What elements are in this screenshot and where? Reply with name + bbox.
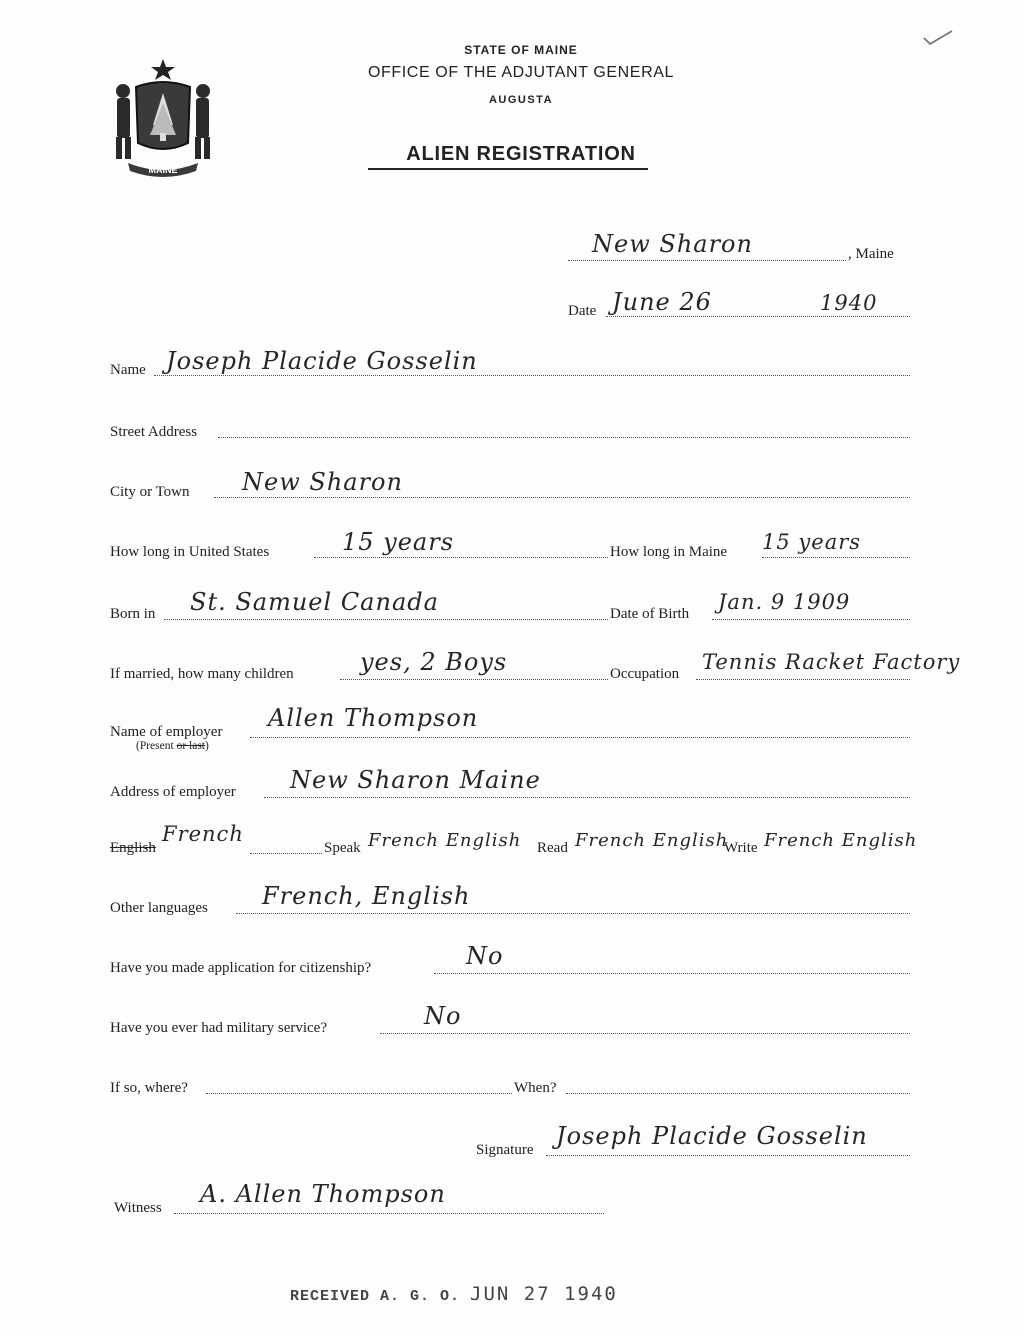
married-children-label: If married, how many children [110, 666, 294, 682]
witness-label: Witness [114, 1200, 162, 1216]
date-of-birth-line [712, 619, 910, 620]
street-address-label: Street Address [110, 424, 198, 440]
years-us-line [314, 557, 608, 558]
name-label: Name [110, 362, 146, 378]
english-label: English [110, 840, 156, 856]
years-maine-line [762, 557, 910, 558]
signature-label: Signature [476, 1142, 534, 1158]
form-title: ALIEN REGISTRATION [406, 143, 636, 165]
received-stamp [290, 1283, 618, 1305]
married-children-line [340, 679, 608, 680]
employer-sublabel-present: (Present [136, 740, 174, 752]
witness-entry: A. Allen Thompson [200, 1180, 446, 1208]
other-languages-entry: French, English [262, 882, 471, 910]
speak-entry: French English [368, 830, 522, 851]
date-entry-year: 1940 [820, 291, 878, 315]
signature-entry: Joseph Placide Gosselin [556, 1122, 868, 1150]
born-in-line [164, 619, 608, 620]
street-address-line [218, 437, 910, 438]
city-town-entry: New Sharon [242, 468, 403, 496]
city-heading: AUGUSTA [488, 94, 554, 106]
employer-sublabel-close: ) [205, 740, 209, 752]
date-of-birth-entry: Jan. 9 1909 [718, 590, 851, 614]
seal-banner-text: MAINE [148, 165, 178, 175]
years-maine-entry: 15 years [762, 530, 862, 554]
language-replacement-entry: French [162, 822, 244, 846]
date-label: Date [568, 303, 597, 319]
signature-line [546, 1155, 910, 1156]
date-line [606, 316, 910, 317]
when-line [566, 1093, 910, 1094]
employer-sublabel [136, 740, 209, 752]
city-town-line [214, 497, 910, 498]
write-entry: French English [764, 830, 918, 851]
speak-label: Speak [324, 840, 361, 856]
town-entry: New Sharon [592, 230, 753, 258]
married-children-entry: yes, 2 Boys [360, 648, 508, 676]
occupation-label: Occupation [610, 666, 680, 682]
employer-entry: Allen Thompson [268, 704, 479, 732]
citizenship-label: Have you made application for citizenship? [110, 960, 372, 976]
date-entry-day: June 26 [612, 288, 712, 316]
citizenship-line [434, 973, 910, 974]
born-in-entry: St. Samuel Canada [190, 588, 439, 616]
occupation-line [696, 679, 910, 680]
received-stamp-label: RECEIVED A. G. O. [290, 1288, 461, 1305]
employer-address-label: Address of employer [110, 784, 236, 800]
office-heading: OFFICE OF THE ADJUTANT GENERAL [367, 64, 675, 81]
write-label: Write [724, 840, 758, 856]
town-suffix-label: , Maine [848, 246, 894, 262]
witness-line [174, 1213, 604, 1214]
received-stamp-date: JUN 27 1940 [470, 1283, 618, 1305]
employer-line [250, 737, 910, 738]
check-mark-icon [922, 28, 954, 46]
military-service-line [380, 1033, 910, 1034]
employer-address-line [264, 797, 910, 798]
name-entry: Joseph Placide Gosselin [166, 347, 478, 375]
state-heading: STATE OF MAINE [464, 43, 578, 57]
city-town-label: City or Town [110, 484, 190, 500]
when-label: When? [514, 1080, 557, 1096]
employer-sublabel-or-last: or last [176, 740, 205, 752]
read-entry: French English [575, 830, 729, 851]
military-service-entry: No [424, 1002, 462, 1030]
read-label: Read [537, 840, 568, 856]
citizenship-entry: No [466, 942, 504, 970]
military-service-label: Have you ever had military service? [110, 1020, 327, 1036]
occupation-entry: Tennis Racket Factory [702, 650, 961, 674]
where-line [206, 1093, 512, 1094]
other-languages-line [236, 913, 910, 914]
language-line [250, 853, 322, 854]
employer-label: Name of employer [110, 724, 223, 740]
years-us-label: How long in United States [110, 544, 270, 560]
town-line [568, 260, 846, 261]
title-underline [368, 168, 648, 170]
other-languages-label: Other languages [110, 900, 208, 916]
where-label: If so, where? [110, 1080, 188, 1096]
name-line [154, 375, 910, 376]
years-us-entry: 15 years [342, 528, 455, 556]
years-maine-label: How long in Maine [610, 544, 728, 560]
employer-address-entry: New Sharon Maine [290, 766, 541, 794]
date-of-birth-label: Date of Birth [610, 606, 690, 622]
born-in-label: Born in [110, 606, 156, 622]
